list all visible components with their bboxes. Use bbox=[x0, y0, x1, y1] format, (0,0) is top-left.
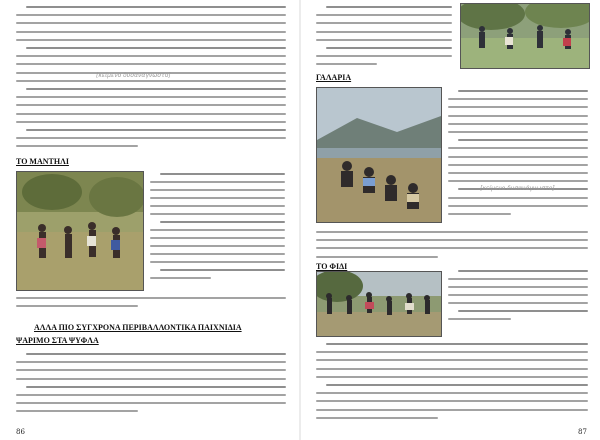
illegible-text-line bbox=[316, 231, 588, 233]
illegible-text-line bbox=[326, 6, 452, 8]
mantili-photo bbox=[16, 171, 144, 291]
illegible-text-line bbox=[316, 39, 452, 41]
illegible-text-line bbox=[16, 378, 286, 380]
fidi-continued-text bbox=[316, 340, 588, 422]
illegible-text-line bbox=[326, 47, 452, 49]
illegible-text-line bbox=[458, 139, 588, 141]
illegible-text-line bbox=[316, 247, 588, 249]
mantili-text bbox=[150, 170, 285, 288]
illegible-text-line bbox=[448, 156, 588, 158]
illegible-text-line bbox=[16, 96, 286, 98]
illegible-text-line bbox=[160, 173, 285, 175]
illegible-text-line bbox=[16, 63, 286, 65]
illegible-text-line bbox=[458, 90, 588, 92]
illegible-text-line bbox=[458, 310, 588, 312]
illegible-text-line bbox=[150, 205, 285, 207]
illegible-text-line bbox=[448, 302, 588, 304]
illegible-text-line bbox=[150, 197, 285, 199]
illegible-text-line bbox=[16, 410, 138, 412]
illegible-text-line bbox=[26, 129, 286, 131]
illegible-text-line bbox=[316, 31, 452, 33]
illegible-text-line bbox=[150, 229, 285, 231]
galaria-text bbox=[448, 87, 588, 221]
illegible-text-line bbox=[16, 369, 286, 371]
illegible-text-line bbox=[16, 14, 286, 16]
illegible-text-line bbox=[16, 31, 286, 33]
fidi-text bbox=[448, 267, 588, 329]
illegible-text-line bbox=[26, 353, 286, 355]
illegible-text-line bbox=[26, 47, 286, 49]
illegible-text-line bbox=[448, 286, 588, 288]
illegible-text-line bbox=[16, 104, 286, 106]
illegible-text-line bbox=[316, 392, 588, 394]
illegible-text-line bbox=[448, 172, 588, 174]
illegible-text-line bbox=[150, 261, 285, 263]
right-intro-text bbox=[316, 3, 452, 71]
fidi-photo bbox=[316, 271, 442, 337]
illegible-text-line bbox=[150, 237, 285, 239]
illegible-text-line bbox=[16, 402, 286, 404]
illegible-text-line bbox=[26, 386, 286, 388]
illegible-text-line bbox=[150, 253, 285, 255]
illegible-text-line bbox=[316, 239, 588, 241]
illegible-text-line bbox=[448, 205, 588, 207]
illegible-text-line bbox=[16, 121, 286, 123]
illegible-text-line bbox=[316, 14, 452, 16]
page-number-right: 87 bbox=[578, 428, 587, 436]
illegible-text-line bbox=[448, 131, 588, 133]
illegible-text-line bbox=[326, 343, 588, 345]
illegible-text-line bbox=[16, 113, 286, 115]
unreadable-marker-left: [κείμενο δυσανάγνωστο] bbox=[96, 72, 171, 79]
psarimo-text bbox=[16, 350, 286, 422]
left-page bbox=[0, 0, 298, 440]
illegible-text-line bbox=[448, 278, 588, 280]
illegible-text-line bbox=[150, 277, 211, 279]
illegible-text-line bbox=[316, 63, 377, 65]
illegible-text-line bbox=[316, 22, 452, 24]
illegible-text-line bbox=[326, 384, 588, 386]
unreadable-marker-right: [κείμενο δυσανάγνωστο] bbox=[480, 185, 555, 192]
illegible-text-line bbox=[316, 368, 588, 370]
illegible-text-line bbox=[316, 55, 452, 57]
illegible-text-line bbox=[16, 305, 138, 307]
illegible-text-line bbox=[316, 400, 588, 402]
illegible-text-line bbox=[150, 213, 285, 215]
illegible-text-line bbox=[16, 22, 286, 24]
illegible-text-line bbox=[448, 98, 588, 100]
galaria-photo bbox=[316, 87, 442, 223]
illegible-text-line bbox=[16, 145, 138, 147]
illegible-text-line bbox=[16, 394, 286, 396]
illegible-text-line bbox=[316, 351, 588, 353]
illegible-text-line bbox=[26, 88, 286, 90]
heading-to-mantili: ΤΟ ΜΑΝΤΗΛΙ bbox=[16, 157, 69, 166]
illegible-text-line bbox=[448, 106, 588, 108]
spread-gutter bbox=[299, 0, 301, 440]
illegible-text-line bbox=[150, 245, 285, 247]
illegible-text-line bbox=[448, 294, 588, 296]
illegible-text-line bbox=[16, 137, 286, 139]
heading-galaria: ΓΑΛΑΡΙΑ bbox=[316, 73, 352, 82]
illegible-text-line bbox=[16, 39, 286, 41]
illegible-text-line bbox=[448, 147, 588, 149]
galaria-continued-text bbox=[316, 228, 588, 262]
page-number-left: 86 bbox=[16, 428, 25, 436]
illegible-text-line bbox=[316, 417, 438, 419]
illegible-text-line bbox=[316, 256, 438, 258]
illegible-text-line bbox=[26, 6, 286, 8]
illegible-text-line bbox=[316, 376, 588, 378]
illegible-text-line bbox=[160, 269, 285, 271]
illegible-text-line bbox=[448, 197, 588, 199]
illegible-text-line bbox=[16, 361, 286, 363]
illegible-text-line bbox=[448, 115, 588, 117]
illegible-text-line bbox=[448, 213, 511, 215]
illegible-text-line bbox=[16, 297, 286, 299]
illegible-text-line bbox=[150, 189, 285, 191]
illegible-text-line bbox=[448, 180, 588, 182]
heading-alla-pio-sygxrona: ΑΛΛΑ ΠΙΟ ΣΥΓΧΡΟΝΑ ΠΕΡΙΒΑΛΛΟΝΤΙΚΑ ΠΑΙΧΝΙΔΙΑ bbox=[34, 323, 242, 332]
mantili-continued-text bbox=[16, 294, 286, 310]
illegible-text-line bbox=[160, 221, 285, 223]
illegible-text-line bbox=[448, 123, 588, 125]
illegible-text-line bbox=[150, 181, 285, 183]
illegible-text-line bbox=[458, 270, 588, 272]
illegible-text-line bbox=[448, 164, 588, 166]
field-game-photo bbox=[460, 3, 590, 69]
illegible-text-line bbox=[16, 80, 286, 82]
illegible-text-line bbox=[448, 318, 511, 320]
heading-psarimo: ΨΑΡΙΜΟ ΣΤΑ ΨΥΦΛΑ bbox=[16, 336, 99, 345]
heading-to-fidi: ΤΟ ΦΙΔΙ bbox=[316, 262, 348, 271]
illegible-text-line bbox=[316, 359, 588, 361]
illegible-text-line bbox=[316, 409, 588, 411]
illegible-text-line bbox=[16, 55, 286, 57]
right-page bbox=[302, 0, 600, 440]
